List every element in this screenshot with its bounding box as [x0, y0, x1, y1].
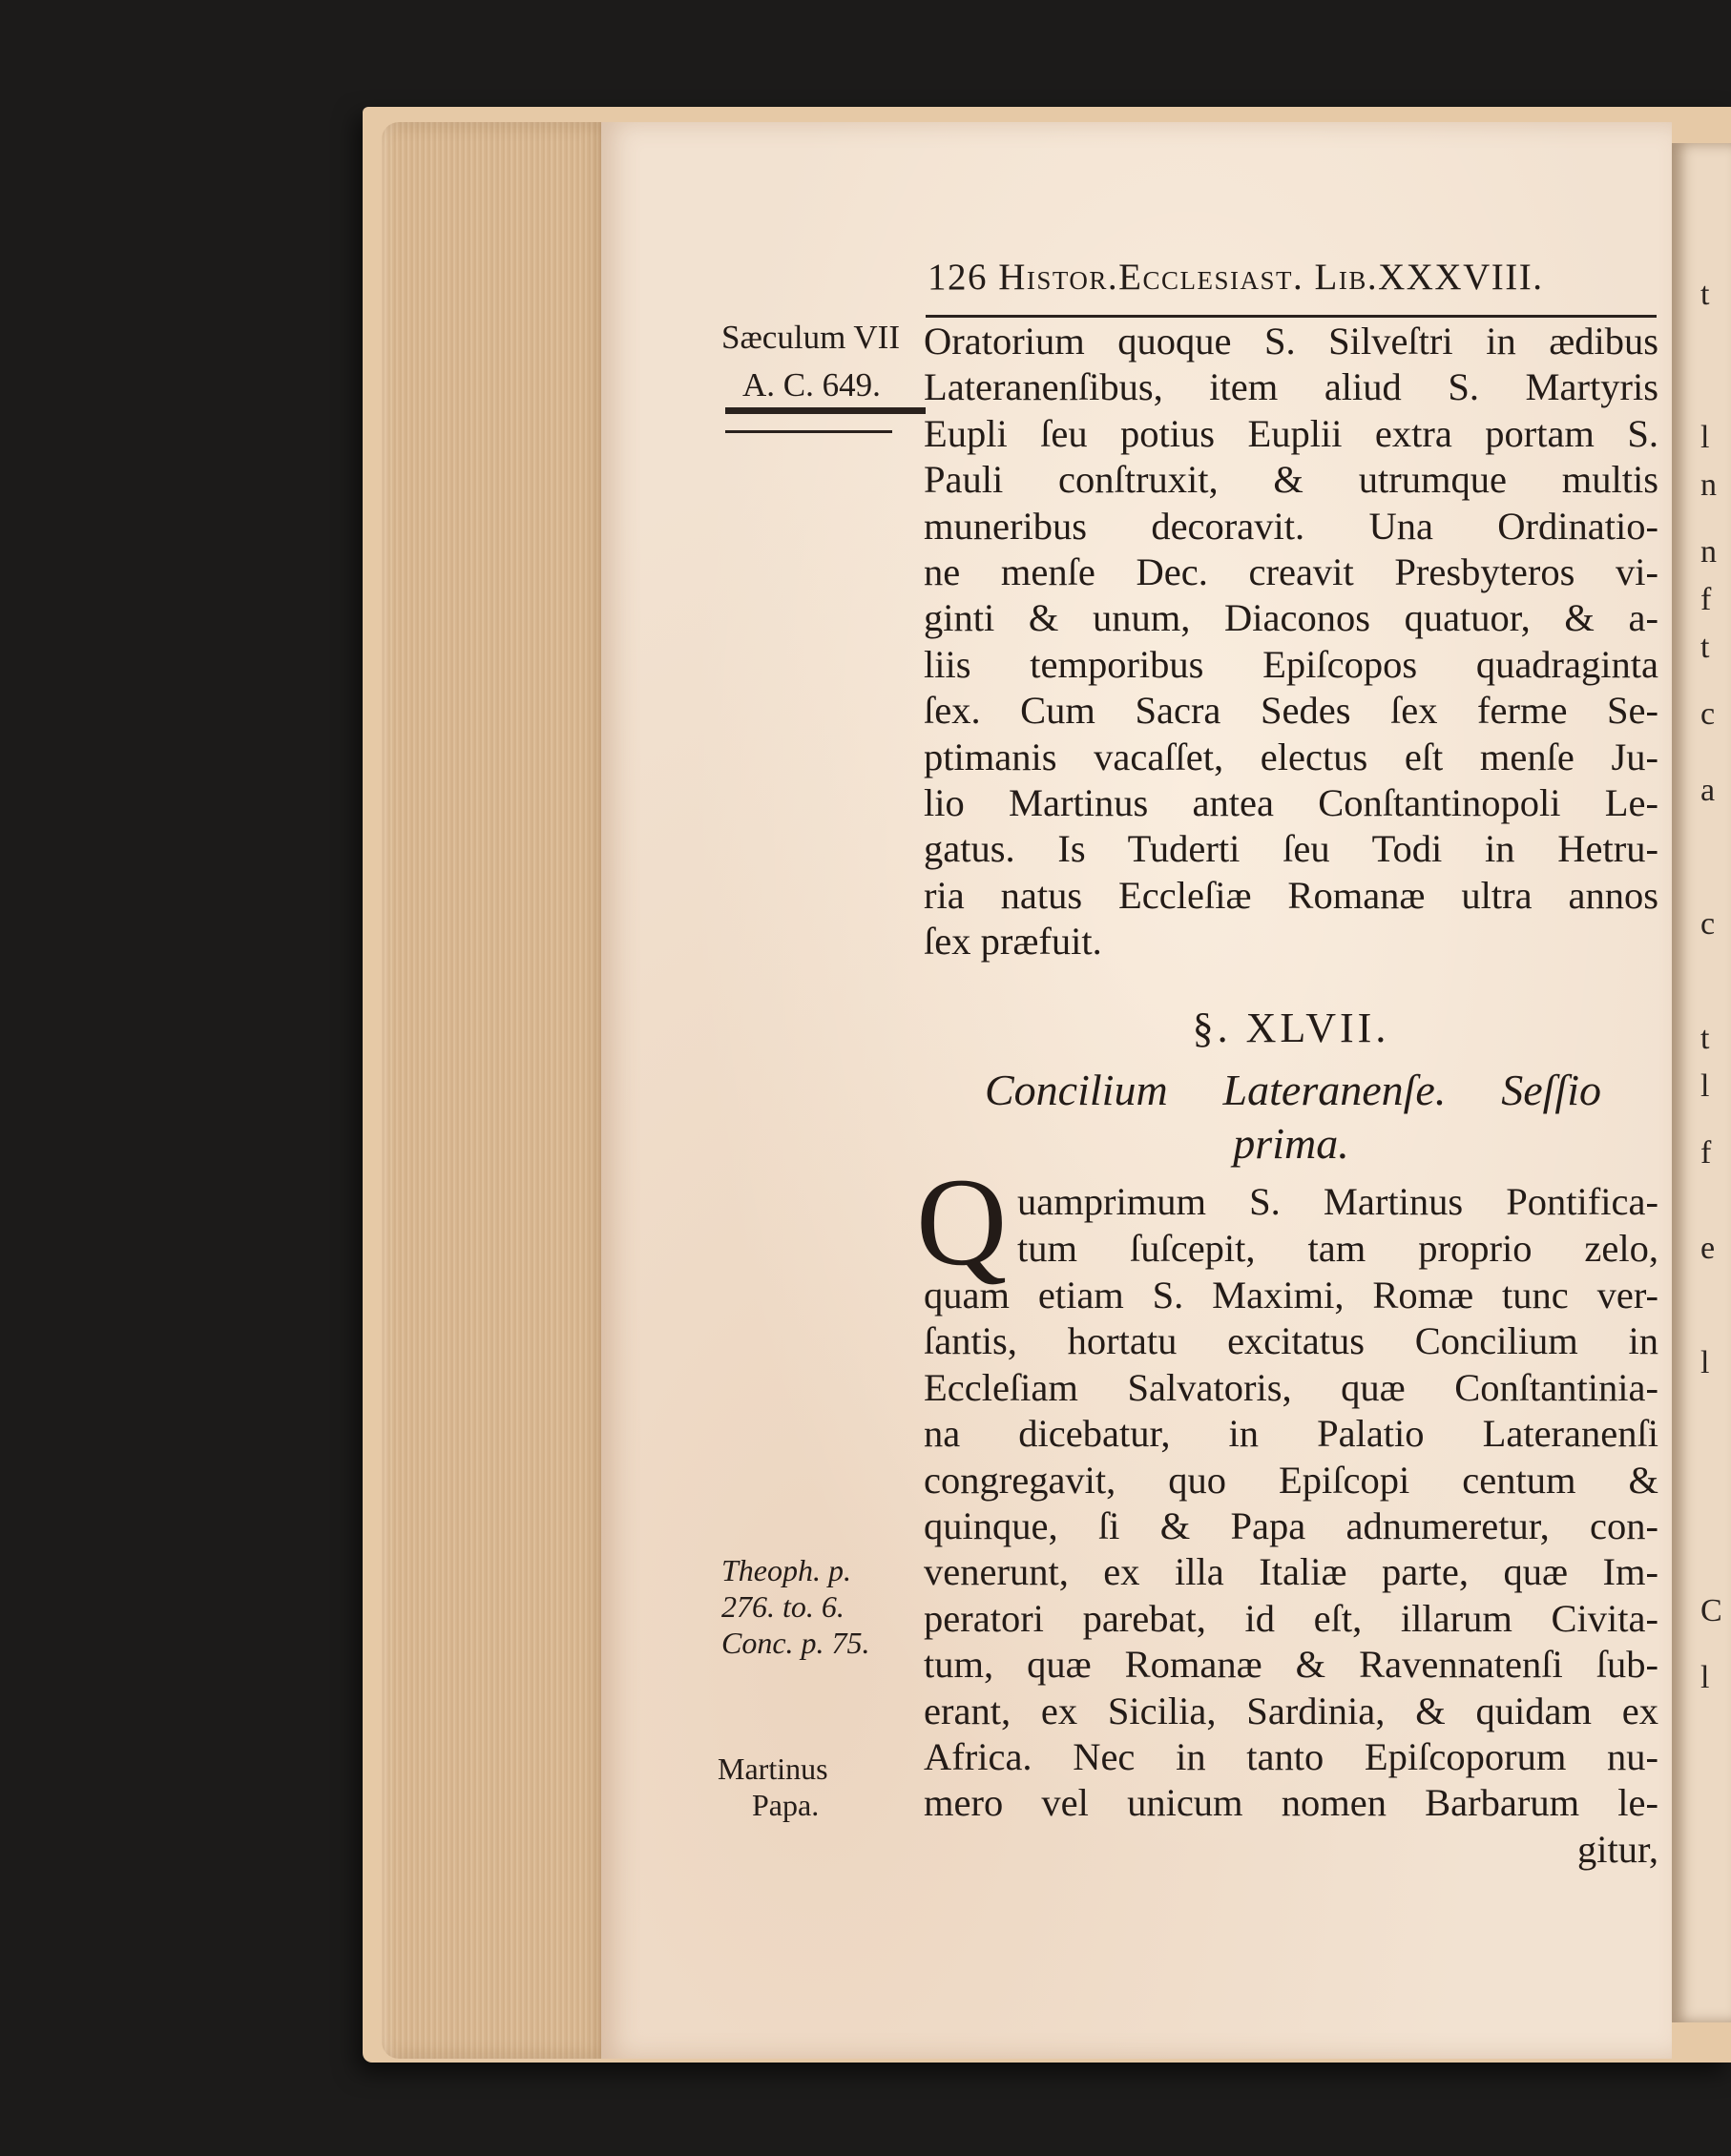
paragraph-2-intro — [1017, 1226, 1658, 1272]
text-line: liis temporibus Epiſcopos quadraginta — [924, 642, 1658, 686]
text-line: ne menſe Dec. creavit Presbyteros vi- — [924, 550, 1658, 594]
header-rule — [926, 315, 1657, 318]
running-head: 126 Histor.Ecclesiast. Lib.XXXVIII. — [928, 257, 1544, 298]
margin-reference: Theoph. p. — [721, 1553, 851, 1587]
facing-page-letter: n — [1700, 467, 1717, 503]
margin-rule-thick — [725, 407, 926, 414]
text-line: ria natus Eccleſiæ Romanæ ultra annos — [924, 873, 1658, 917]
margin-martinus: Martinus — [718, 1752, 828, 1786]
text-line: Oratorium quoque S. Silveſtri in ædibus — [924, 320, 1658, 363]
text-line: peratori parebat, id eſt, illarum Civita- — [924, 1596, 1658, 1640]
facing-page-letter: c — [1700, 696, 1716, 732]
paragraph-2-intro — [1017, 1179, 1658, 1225]
drop-cap: Q — [916, 1151, 1008, 1292]
facing-page-letter: C — [1700, 1593, 1722, 1628]
facing-page-letter: f — [1700, 582, 1712, 617]
margin-reference: 276. to. 6. — [721, 1589, 845, 1624]
text-line: ſex. Cum Sacra Sedes ſex ferme Se- — [924, 689, 1658, 733]
text-line: gatus. Is Tuderti ſeu Todi in Hetru- — [924, 827, 1658, 871]
paragraph-2 — [924, 1273, 1658, 1873]
text-line: tum, quæ Romanæ & Ravennatenſi ſub- — [924, 1643, 1658, 1687]
text-line: muneribus decoravit. Una Ordinatio- — [924, 504, 1658, 548]
facing-page-letter: l — [1700, 1345, 1710, 1380]
text-line: lio Martinus antea Conſtantinopoli Le- — [924, 781, 1658, 825]
text-line: quam etiam S. Maximi, Romæ tunc ver- — [924, 1274, 1658, 1316]
text-line: Eccleſiam Salvatoris, quæ Conſtantinia- — [924, 1365, 1658, 1409]
catchword: gitur, — [1577, 1827, 1658, 1871]
text-line: congregavit, quo Epiſcopi centum & — [924, 1458, 1658, 1502]
facing-page-letter: t — [1700, 630, 1710, 665]
margin-saeculum: Sæculum VII — [721, 319, 900, 356]
text-line: na dicebatur, in Palatio Lateranenſi — [924, 1412, 1658, 1456]
facing-page-letter: a — [1700, 773, 1716, 808]
text-line: erant, ex Sicilia, Sardinia, & quidam ex — [924, 1689, 1658, 1732]
facing-page-letter: e — [1700, 1231, 1716, 1266]
text-line: ſex præfuit. — [924, 920, 1102, 964]
text-line: Pauli conſtruxit, & utrumque multis — [924, 458, 1658, 502]
facing-page-letter: l — [1700, 1660, 1710, 1695]
page-edges — [382, 122, 611, 2059]
facing-page-letter: l — [1700, 420, 1710, 455]
text-line: ſantis, hortatu excitatus Concilium in — [924, 1319, 1658, 1363]
margin-reference: Conc. p. 75. — [721, 1626, 870, 1660]
paragraph-1 — [924, 319, 1658, 965]
text-line: uamprimum S. Martinus Pontifica- — [1017, 1180, 1658, 1223]
text-line: ptimanis vacaſſet, electus eſt menſe Ju- — [924, 735, 1658, 778]
margin-papa: Papa. — [752, 1788, 820, 1822]
facing-page-letter: t — [1700, 277, 1710, 312]
margin-year: A. C. 649. — [742, 366, 881, 404]
text-line: Lateranenſibus, item aliud S. Martyris — [924, 365, 1658, 409]
text-line: tum ſuſcepit, tam proprio zelo, — [1017, 1227, 1658, 1270]
section-heading-cont: prima. — [1233, 1119, 1349, 1168]
text-line: venerunt, ex illa Italiæ parte, quæ Im- — [924, 1550, 1658, 1594]
text-line: mero vel unicum nomen Barbarum le- — [924, 1781, 1658, 1825]
section-heading: Concilium Lateranenſe. Seſſio — [985, 1066, 1601, 1114]
facing-page-letter: l — [1700, 1068, 1710, 1104]
text-line: Eupli ſeu potius Euplii extra portam S. — [924, 411, 1658, 455]
facing-page-letter: t — [1700, 1021, 1710, 1056]
text-line: Africa. Nec in tanto Epiſcoporum nu- — [924, 1735, 1658, 1779]
text-line: ginti & unum, Diaconos quatuor, & a- — [924, 596, 1658, 640]
section-number: §. XLVII. — [1192, 1005, 1390, 1051]
facing-page-letter: c — [1700, 906, 1716, 942]
margin-rule-thin — [725, 430, 892, 433]
facing-page-letter: f — [1700, 1135, 1712, 1171]
facing-page-letter: n — [1700, 534, 1717, 570]
text-line: quinque, ſi & Papa adnumeretur, con- — [924, 1504, 1658, 1548]
facing-page-edge — [1672, 143, 1731, 2022]
